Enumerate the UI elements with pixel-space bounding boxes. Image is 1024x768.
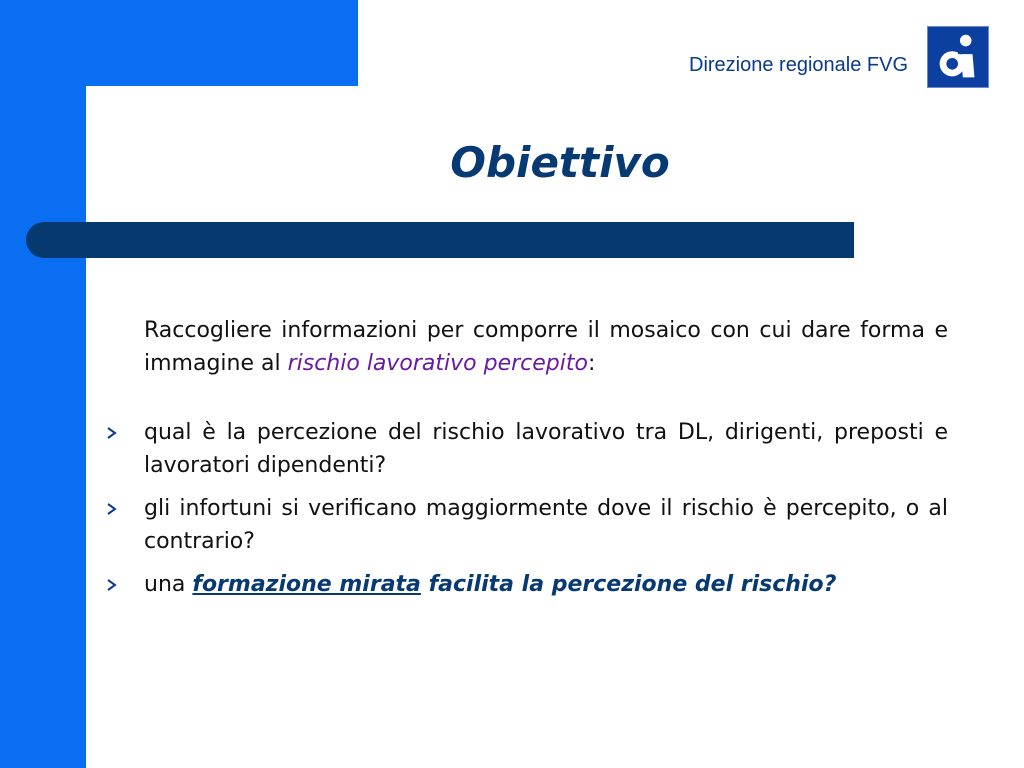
intro-text: Raccogliere informazioni per comporre il mosaico con cui dare forma e immagine al <box>144 318 948 376</box>
intro-paragraph <box>144 314 948 380</box>
top-accent-band <box>0 0 358 86</box>
arrowhead-bullet-icon <box>106 416 118 453</box>
arrowhead-bullet-icon <box>106 492 118 529</box>
slide-title: Obiettivo <box>450 138 670 187</box>
slide-body <box>100 314 948 611</box>
formazione-mirata-link[interactable]: formazione mirata <box>192 572 421 597</box>
bullet-item <box>100 416 948 482</box>
bullet-text: qual è la percezione del rischio lavorativo tra DL, dirigenti, preposti e lavoratori dipendenti? <box>144 420 948 478</box>
bullet-item <box>100 492 948 558</box>
title-underline-bar <box>26 222 854 258</box>
bullet-suffix: facilita la percezione del rischio? <box>420 572 837 597</box>
bullet-text: gli infortuni si verificano maggiormente dove il rischio è percepito, o al contrario? <box>144 496 948 554</box>
org-name: Direzione regionale FVG <box>689 54 908 76</box>
intro-colon: : <box>587 351 596 376</box>
bullet-item <box>100 568 948 601</box>
inail-logo-icon <box>927 26 989 88</box>
left-accent-band <box>0 0 86 768</box>
arrowhead-bullet-icon <box>106 568 118 605</box>
intro-highlight: rischio lavorativo percepito <box>287 351 588 376</box>
content-area-corner <box>86 86 166 166</box>
bullet-prefix: una <box>144 572 193 597</box>
